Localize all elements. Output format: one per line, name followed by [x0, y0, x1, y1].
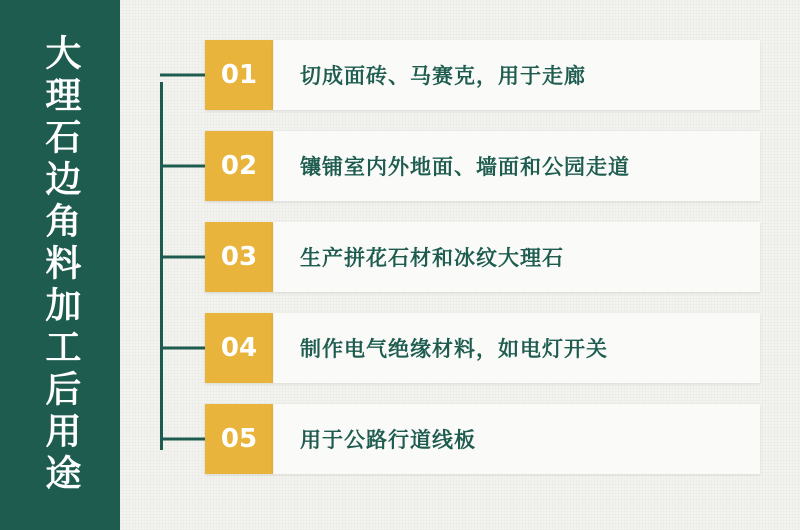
list-item[interactable] [160, 313, 760, 383]
item-text: 镶铺室内外地面、墙面和公园走道 [273, 131, 760, 201]
item-number: 04 [205, 313, 273, 383]
page-title: 大理石边角料加工后用途 [39, 34, 81, 496]
item-text: 用于公路行道线板 [273, 404, 760, 474]
connector-line [160, 347, 205, 350]
connector-line [160, 438, 205, 441]
item-list [160, 40, 760, 474]
connector-line [160, 74, 205, 77]
item-number: 01 [205, 40, 273, 110]
item-text: 制作电气绝缘材料，如电灯开关 [273, 313, 760, 383]
list-item[interactable] [160, 222, 760, 292]
connector-line [160, 256, 205, 259]
item-number: 03 [205, 222, 273, 292]
list-item[interactable] [160, 404, 760, 474]
list-item[interactable] [160, 40, 760, 110]
item-text: 生产拼花石材和冰纹大理石 [273, 222, 760, 292]
item-number: 05 [205, 404, 273, 474]
list-item[interactable] [160, 131, 760, 201]
item-text: 切成面砖、马赛克，用于走廊 [273, 40, 760, 110]
title-band [0, 0, 120, 530]
connector-line [160, 165, 205, 168]
item-number: 02 [205, 131, 273, 201]
